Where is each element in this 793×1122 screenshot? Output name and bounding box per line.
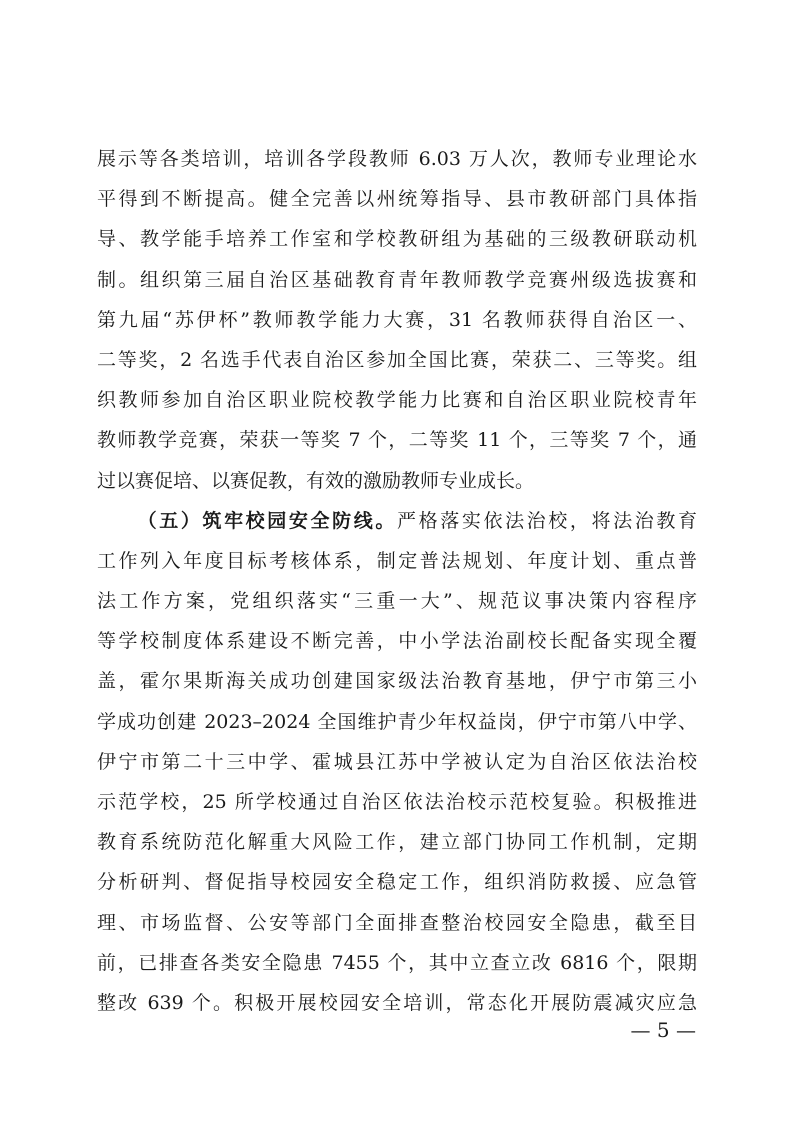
paragraph-line-7: 织教师参加自治区职业院校教学能力比赛和自治区职业院校青年 — [97, 389, 697, 412]
paragraph-line-1: 展示等各类培训，培训各学段教师 6.03 万人次，教师专业理论水 — [97, 148, 697, 170]
paragraph-line-2: 平得到不断提高。健全完善以州统筹指导、县市教研部门具体指 — [97, 188, 697, 211]
paragraph-line-5: 第九届“苏伊杯”教师教学能力大赛，31 名教师获得自治区一、 — [97, 308, 697, 331]
section-line-10: 理、市场监督、公安等部门全面排查整治校园安全隐患，截至目 — [97, 911, 697, 934]
section-first-line — [97, 501, 697, 541]
section-line-12: 整改 639 个。积极开展校园安全培训，常态化开展防震减灾应急 — [97, 991, 697, 1014]
section-line-4: 盖，霍尔果斯海关成功创建国家级法治教育基地，伊宁市第三小 — [97, 670, 697, 693]
paragraph-line-4: 制。组织第三届自治区基础教育青年教师教学竞赛州级选拔赛和 — [97, 268, 697, 291]
section-line-9: 分析研判、督促指导校园安全稳定工作，组织消防救援、应急管 — [97, 871, 697, 894]
section-line-7: 示范学校，25 所学校通过自治区依法治校示范校复验。积极推进 — [97, 791, 697, 813]
section-line-3: 等学校制度体系建设不断完善，中小学法治副校长配备实现全覆 — [97, 630, 697, 653]
paragraph-line-3: 导、教学能手培养工作室和学校教研组为基础的三级教研联动机 — [97, 228, 697, 251]
page-number: — 5 — — [630, 1018, 696, 1042]
section-line-11: 前，已排查各类安全隐患 7455 个，其中立查立改 6816 个，限期 — [97, 951, 697, 974]
paragraph-line-9: 过以赛促培、以赛促教，有效的激励教师专业成长。 — [97, 469, 535, 492]
document-body — [97, 139, 697, 1023]
section-line-6: 伊宁市第二十三中学、霍城县江苏中学被认定为自治区依法治校 — [97, 750, 697, 773]
section-line-1: 工作列入年度目标考核体系，制定普法规划、年度计划、重点普 — [97, 549, 697, 572]
paragraph-line-8: 教师教学竞赛，荣获一等奖 7 个，二等奖 11 个，三等奖 7 个，通 — [97, 429, 697, 452]
section-line-2: 法工作方案，党组织落实“三重一大”、规范议事决策内容程序 — [97, 590, 697, 613]
section-line-8: 教育系统防范化解重大风险工作，建立部门协同工作机制，定期 — [97, 831, 697, 854]
paragraph-line-6: 二等奖，2 名选手代表自治区参加全国比赛，荣获二、三等奖。组 — [97, 348, 697, 371]
section-first-line-text: 严格落实依法治校，将法治教育 — [397, 509, 697, 532]
section-heading: （五）筑牢校园安全防线。 — [135, 509, 397, 532]
section-line-5: 学成功创建 2023–2024 全国维护青少年权益岗，伊宁市第八中学、 — [97, 710, 697, 733]
